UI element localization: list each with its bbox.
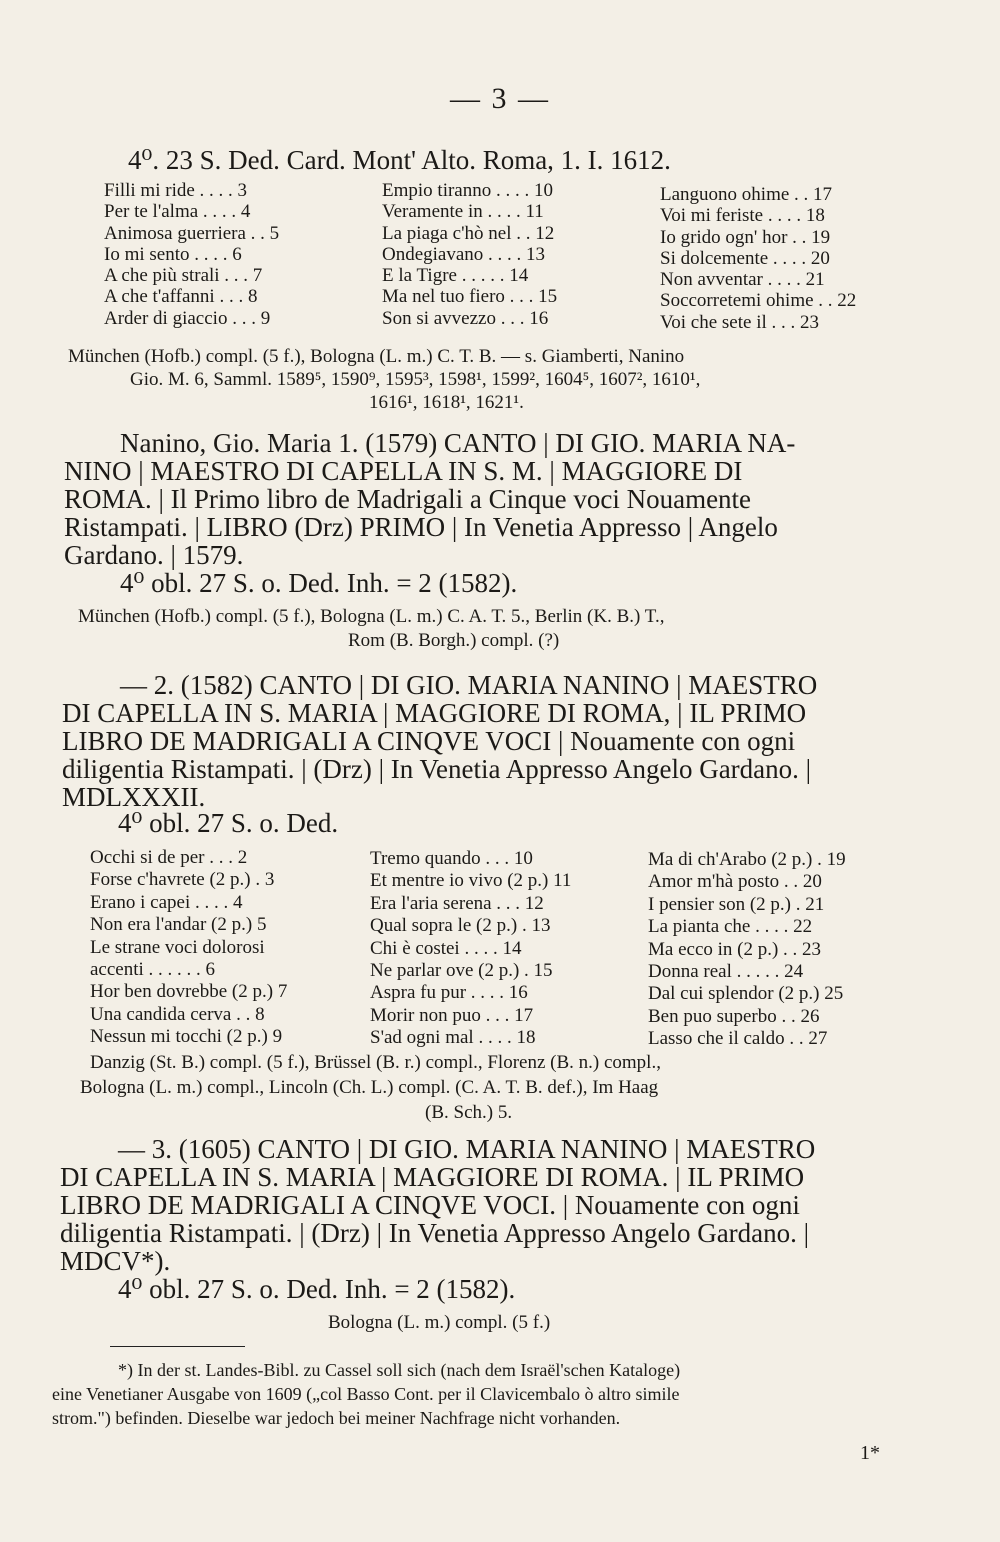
- list-item: A che t'affanni . . . 8: [104, 286, 258, 308]
- entry3-title-line2: DI CAPELLA IN S. MARIA | MAGGIORE DI ROMA, | IL PRIMO: [62, 698, 807, 728]
- footnote-line3: strom.") befinden. Dieselbe war jedoch bei meiner Nachfrage nicht vorhanden.: [52, 1408, 621, 1428]
- list-item: Dal cui splendor (2 p.) 25: [648, 983, 844, 1005]
- entry2-title-line2: NINO | MAESTRO DI CAPELLA IN S. M. | MAGGIORE DI: [64, 456, 743, 486]
- list-item: Arder di giaccio . . . 9: [104, 307, 271, 329]
- entry2-title-line5: Gardano. | 1579.: [64, 540, 244, 570]
- list-item: Animosa guerriera . . 5: [104, 222, 280, 244]
- list-item: Et mentre io vivo (2 p.) 11: [370, 870, 572, 892]
- signature-mark: 1*: [860, 1442, 880, 1464]
- entry4-format: 4⁰ obl. 27 S. o. Ded. Inh. = 2 (1582).: [118, 1274, 516, 1304]
- entry3-title-line3: LIBRO DE MADRIGALI A CINQVE VOCI | Nouamente con ogni: [62, 726, 796, 756]
- footnote-rule: [110, 1346, 245, 1347]
- list-item: Chi è costei . . . . 14: [370, 937, 522, 959]
- entry2-format: 4⁰ obl. 27 S. o. Ded. Inh. = 2 (1582).: [120, 568, 518, 598]
- entry1-header: 4⁰. 23 S. Ded. Card. Mont' Alto. Roma, 1. I. 1612.: [128, 145, 671, 175]
- list-item: Per te l'alma . . . . 4: [104, 201, 251, 223]
- list-item: Hor ben dovrebbe (2 p.) 7: [90, 981, 288, 1003]
- footnote-line2: eine Venetianer Ausgabe von 1609 („col Basso Cont. per il Clavicembalo ò altro simile: [52, 1384, 680, 1404]
- list-item: Voi che sete il . . . 23: [660, 311, 820, 333]
- list-item: Soccorretemi ohime . . 22: [660, 290, 857, 312]
- page-number: — 3 —: [450, 82, 550, 115]
- entry3-table-col2: [370, 848, 635, 1050]
- entry3-locations-line3: (B. Sch.) 5.: [425, 1102, 513, 1123]
- list-item: E la Tigre . . . . . 14: [382, 265, 529, 287]
- list-item: Qual sopra le (2 p.) . 13: [370, 915, 551, 937]
- list-item: Occhi si de per . . . 2: [90, 847, 248, 868]
- entry4-title-line4: diligentia Ristampati. | (Drz) | In Venetia Appresso Angelo Gardano. |: [60, 1218, 810, 1248]
- list-item: Non avventar . . . . 21: [660, 269, 825, 291]
- list-item: Ma di ch'Arabo (2 p.) . 19: [648, 849, 846, 870]
- list-item: Era l'aria serena . . . 12: [370, 892, 544, 914]
- list-item: Una candida cerva . . 8: [90, 1003, 265, 1025]
- entry4-title-line3: LIBRO DE MADRIGALI A CINQVE VOCI. | Nouamente con ogni: [60, 1190, 800, 1220]
- list-item: I pensier son (2 p.) . 21: [648, 893, 825, 915]
- list-item: Aspra fu pur . . . . 16: [370, 982, 528, 1004]
- list-item: Ma nel tuo fiero . . . 15: [382, 286, 558, 308]
- entry2-title-line4: Ristampati. | LIBRO (Drz) PRIMO | In Venetia Appresso | Angelo: [64, 512, 778, 542]
- list-item: Erano i capei . . . . 4: [90, 891, 243, 913]
- list-item: Ma ecco in (2 p.) . . 23: [648, 938, 822, 960]
- list-item: Le strane voci dolorosi: [90, 936, 265, 958]
- entry1-locations-line1: München (Hofb.) compl. (5 f.), Bologna (L. m.) C. T. B. — s. Giamberti, Nanino: [68, 346, 685, 367]
- entry3-title-line4: diligentia Ristampati. | (Drz) | In Venetia Appresso Angelo Gardano. |: [62, 754, 812, 784]
- entry3-format: 4⁰ obl. 27 S. o. Ded.: [118, 808, 339, 838]
- entry3-title-line5: MDLXXXII.: [62, 782, 206, 812]
- list-item: Lasso che il caldo . . 27: [648, 1028, 828, 1050]
- list-item: Son si avvezzo . . . 16: [382, 307, 549, 329]
- list-item: accenti . . . . . . 6: [90, 958, 216, 980]
- list-item: Ben puo superbo . . 26: [648, 1005, 820, 1027]
- list-item: Donna real . . . . . 24: [648, 960, 804, 982]
- list-item: Nessun mi tocchi (2 p.) 9: [90, 1026, 283, 1048]
- entry2-locations-line2: Rom (B. Borgh.) compl. (?): [348, 630, 560, 651]
- entry1-locations-line3: 1616¹, 1618¹, 1621¹.: [369, 392, 524, 413]
- entry2-locations-line1: München (Hofb.) compl. (5 f.), Bologna (L. m.) C. A. T. 5., Berlin (K. B.) T.,: [78, 606, 665, 627]
- list-item: Empio tiranno . . . . 10: [382, 180, 553, 201]
- list-item: Veramente in . . . . 11: [382, 201, 544, 223]
- footnote-line1: *) In der st. Landes-Bibl. zu Cassel soll sich (nach dem Israël'schen Kataloge): [118, 1360, 681, 1380]
- list-item: S'ad ogni mal . . . . 18: [370, 1027, 536, 1049]
- entry4-title-line1: — 3. (1605) CANTO | DI GIO. MARIA NANINO | MAESTRO: [118, 1134, 816, 1164]
- list-item: Ne parlar ove (2 p.) . 15: [370, 959, 553, 981]
- list-item: Amor m'hà posto . . 20: [648, 871, 822, 893]
- list-item: Ondegiavano . . . . 13: [382, 243, 546, 265]
- entry2-title-line3: ROMA. | Il Primo libro de Madrigali a Cinque voci Nouamente: [64, 484, 752, 514]
- entry3-table-col1: [90, 847, 350, 1049]
- list-item: Non era l'andar (2 p.) 5: [90, 914, 267, 936]
- entry4-title-line2: DI CAPELLA IN S. MARIA | MAGGIORE DI ROMA. | IL PRIMO: [60, 1162, 805, 1192]
- entry1-table-col1: [104, 180, 364, 329]
- entry3-title-line1: — 2. (1582) CANTO | DI GIO. MARIA NANINO | MAESTRO: [120, 670, 818, 700]
- list-item: Io mi sento . . . . 6: [104, 243, 242, 265]
- list-item: La piaga c'hò nel . . 12: [382, 222, 555, 244]
- entry1-table-col3: [660, 184, 900, 333]
- entry2-title-line1: Nanino, Gio. Maria 1. (1579) CANTO | DI GIO. MARIA NA-: [120, 428, 796, 458]
- entry3-locations-line1: Danzig (St. B.) compl. (5 f.), Brüssel (B. r.) compl., Florenz (B. n.) compl.,: [90, 1052, 661, 1073]
- list-item: Forse c'havrete (2 p.) . 3: [90, 869, 275, 891]
- list-item: Io grido ogn' hor . . 19: [660, 226, 831, 248]
- list-item: Tremo quando . . . 10: [370, 848, 533, 869]
- list-item: Languono ohime . . 17: [660, 184, 833, 205]
- list-item: A che più strali . . . 7: [104, 265, 263, 287]
- entry3-locations-line2: Bologna (L. m.) compl., Lincoln (Ch. L.) compl. (C. A. T. B. def.), Im Haag: [80, 1077, 659, 1098]
- entry1-locations-line2: Gio. M. 6, Samml. 1589⁵, 1590⁹, 1595³, 1598¹, 1599², 1604⁵, 1607², 1610¹,: [130, 369, 701, 390]
- entry4-locations: Bologna (L. m.) compl. (5 f.): [328, 1312, 551, 1333]
- entry3-table-col3: [648, 849, 908, 1051]
- list-item: Filli mi ride . . . . 3: [104, 180, 248, 201]
- entry1-table-col2: [382, 180, 647, 329]
- list-item: Morir non puo . . . 17: [370, 1004, 534, 1026]
- entry4-title-line5: MDCV*).: [60, 1246, 171, 1276]
- list-item: Si dolcemente . . . . 20: [660, 247, 830, 269]
- list-item: La pianta che . . . . 22: [648, 916, 813, 938]
- list-item: Voi mi feriste . . . . 18: [660, 205, 825, 227]
